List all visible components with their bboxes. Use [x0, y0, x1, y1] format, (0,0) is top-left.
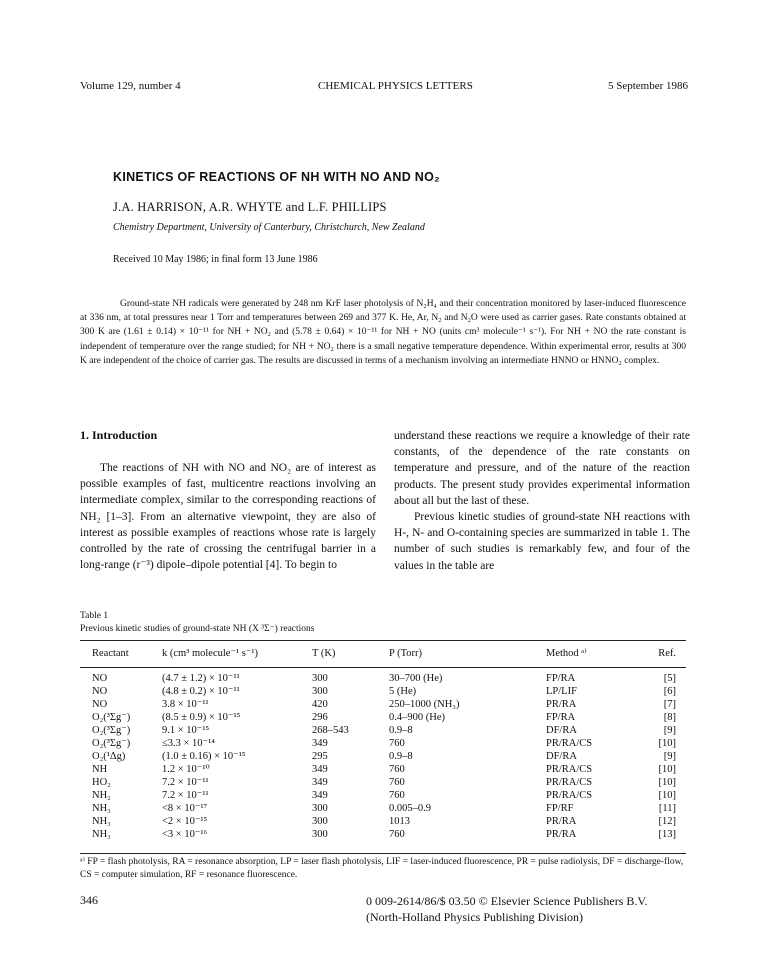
table-row — [80, 711, 686, 724]
header-volume: Volume 129, number 4 — [80, 80, 181, 92]
table-cell: 349 — [312, 777, 328, 788]
table-row — [80, 828, 686, 841]
abstract: Ground-state NH radicals were generated by 248 nm KrF laser photolysis of N₂H₄ and their concentration monitored by laser-induced fluorescence at 336 nm, at total pressures near 1 Torr and temperatures between 269 and 377 K. He, Ar, N₂ and N₂O were used as carrier gases. Rate constants obtained at 300 K are (1.61 ± 0.14) × 10⁻¹¹ for NH + NO₂ and (5.78 ± 0.64) × 10⁻¹¹ for NH + NO (units cm³ molecule⁻¹ s⁻¹). For NH + NO the rate constant is independent of temperature over the range studied; for NH + NO₂ there is a small negative temperature dependence. Within experimental error, results at 300 K are independent of the choice of carrier gas. The results are discussed in terms of a mechanism involving an intermediate HNNO or HNNO₂ complex. — [80, 299, 686, 366]
table-header-cell: Ref. — [658, 648, 676, 659]
publisher-division: (North-Holland Physics Publishing Division) — [366, 910, 584, 924]
table-cell: [9] — [663, 725, 676, 736]
table-cell: 1.2 × 10⁻¹⁰ — [162, 764, 210, 775]
article-title: KINETICS OF REACTIONS OF NH WITH NO AND NO₂ — [113, 170, 441, 184]
table-cell: [7] — [663, 699, 676, 710]
column-left — [80, 460, 376, 573]
table-cell: NH₃ — [92, 829, 111, 840]
table-cell: 30–700 (He) — [389, 673, 443, 684]
table-cell: 300 — [312, 829, 328, 840]
table-cell: 250–1000 (NH₃) — [389, 699, 460, 710]
table-cell: PR/RA/CS — [546, 790, 593, 801]
table-cell: 0.005–0.9 — [389, 803, 431, 814]
table-row — [80, 815, 686, 828]
table-row — [80, 789, 686, 802]
table-cell: 295 — [312, 751, 328, 762]
table-header-cell: k (cm³ molecule⁻¹ s⁻¹) — [162, 648, 259, 659]
table-cell: 0.9–8 — [389, 751, 413, 762]
table-1 — [80, 644, 686, 841]
table-cell: 9.1 × 10⁻¹⁵ — [162, 725, 210, 736]
table-cell: <2 × 10⁻¹⁵ — [162, 816, 208, 827]
table-cell: 349 — [312, 790, 328, 801]
table-cell: 760 — [389, 764, 405, 775]
table-cell: 0.4–900 (He) — [389, 712, 445, 723]
table-cell: 296 — [312, 712, 328, 723]
table-cell: 760 — [389, 829, 405, 840]
table-cell: 300 — [312, 686, 328, 697]
table-cell: 7.2 × 10⁻¹¹ — [162, 777, 209, 788]
table-cell: O₂(³Σg⁻) — [92, 725, 131, 736]
table-cell: [10] — [658, 738, 676, 749]
table-cell: 760 — [389, 738, 405, 749]
table-header-cell: P (Torr) — [389, 648, 422, 659]
table-cell: [10] — [658, 790, 676, 801]
table-cell: 0.9–8 — [389, 725, 413, 736]
table-cell: O₂(³Σg⁻) — [92, 738, 131, 749]
table-cell: 300 — [312, 816, 328, 827]
table-cell: NO — [92, 699, 108, 710]
table-row — [80, 750, 686, 763]
table-cell: O₂(¹Δg) — [92, 751, 126, 762]
table-cell: FP/RA — [546, 673, 576, 684]
table-cell: 349 — [312, 764, 328, 775]
table-cell: <3 × 10⁻¹⁶ — [162, 829, 208, 840]
table-cell: [13] — [658, 829, 676, 840]
table-cell: [11] — [658, 803, 676, 814]
table-cell: [12] — [658, 816, 676, 827]
table-cell: (4.7 ± 1.2) × 10⁻¹¹ — [162, 673, 240, 684]
table-cell: NH₃ — [92, 803, 111, 814]
table-body — [80, 672, 686, 841]
table-row — [80, 802, 686, 815]
table-cell: DF/RA — [546, 751, 577, 762]
table-row — [80, 685, 686, 698]
table-cell: 7.2 × 10⁻¹¹ — [162, 790, 209, 801]
intro-paragraph-1: The reactions of NH with NO and NO₂ are of interest as possible examples of fast, multicentre reactions involving an intermediate complex, similar to the corresponding reactions of NH₂ [1–3]. From an alternative viewpoint, they are also of interest as possible examples of reactions whose rate is largely controlled by the rate of crossing the centrifugal barrier in a long-range (r⁻³) dipole–dipole potential [4]. To begin to — [80, 462, 376, 572]
table-cell: LP/LIF — [546, 686, 577, 697]
table-cell: (8.5 ± 0.9) × 10⁻¹⁵ — [162, 712, 241, 723]
table-cell: FP/RA — [546, 712, 576, 723]
table-cell: 300 — [312, 803, 328, 814]
table-cell: 1013 — [389, 816, 410, 827]
table-row — [80, 763, 686, 776]
column-right — [394, 428, 690, 574]
table-cell: 760 — [389, 777, 405, 788]
table-row — [80, 737, 686, 750]
table-header-row — [80, 644, 686, 664]
table-cell: HO₂ — [92, 777, 111, 788]
table-cell: PR/RA — [546, 699, 577, 710]
table-header-cell: Reactant — [92, 648, 129, 659]
table-cell: PR/RA — [546, 816, 577, 827]
table-cell: [6] — [663, 686, 676, 697]
table-top-rule — [80, 640, 686, 641]
table-header-rule — [80, 667, 686, 668]
table-cell: FP/RF — [546, 803, 574, 814]
table-cell: PR/RA/CS — [546, 764, 593, 775]
table-cell: NH₃ — [92, 816, 111, 827]
table-cell: 760 — [389, 790, 405, 801]
table-cell: [9] — [663, 751, 676, 762]
table-cell: NO — [92, 673, 108, 684]
table-caption: Previous kinetic studies of ground-state NH (X ³Σ⁻) reactions — [80, 624, 315, 634]
table-cell: O₂(³Σg⁻) — [92, 712, 131, 723]
header-journal: CHEMICAL PHYSICS LETTERS — [318, 80, 473, 92]
table-row — [80, 698, 686, 711]
table-row — [80, 672, 686, 685]
table-footnote: ᵃ⁾ FP = flash photolysis, RA = resonance absorption, LP = laser flash photolysis, LIF = laser-induced fluorescence, PR = pulse radiolysis, DF = discharge-flow, CS = computer simulation, RF = resonance fluorescence. — [80, 857, 684, 880]
intro-paragraph-1-continued: understand these reactions we require a knowledge of their rate constants, of the dependence of the rate constants on temperature and pressure, and of the nature of the reaction products. The present study provides experimental information about all but the last of these. — [394, 430, 690, 507]
intro-paragraph-2: Previous kinetic studies of ground-state NH reactions with H-, N- and O-containing species are summarized in table 1. The number of such studies is remarkably few, and four of the values in the table are — [394, 511, 690, 572]
table-cell: (1.0 ± 0.16) × 10⁻¹⁵ — [162, 751, 246, 762]
table-cell: [10] — [658, 777, 676, 788]
table-cell: NO — [92, 686, 108, 697]
table-cell: PR/RA/CS — [546, 777, 593, 788]
table-cell: 5 (He) — [389, 686, 417, 697]
table-cell: DF/RA — [546, 725, 577, 736]
table-header-cell: Method ᵃ⁾ — [546, 648, 587, 659]
table-cell: 349 — [312, 738, 328, 749]
table-cell: 300 — [312, 673, 328, 684]
table-cell: [10] — [658, 764, 676, 775]
table-caption-block — [80, 610, 314, 636]
table-cell: [8] — [663, 712, 676, 723]
table-cell: 420 — [312, 699, 328, 710]
table-cell: PR/RA/CS — [546, 738, 593, 749]
table-cell: ≤3.3 × 10⁻¹⁴ — [162, 738, 215, 749]
publisher-block — [366, 893, 648, 925]
table-bottom-rule — [80, 853, 686, 854]
article-affiliation: Chemistry Department, University of Canterbury, Christchurch, New Zealand — [113, 222, 425, 233]
header-date: 5 September 1986 — [607, 80, 688, 92]
table-cell: 268–543 — [312, 725, 349, 736]
table-cell: PR/RA — [546, 829, 577, 840]
page-number: 346 — [80, 893, 98, 907]
received-date: Received 10 May 1986; in final form 13 June 1986 — [113, 254, 318, 265]
table-cell: (4.8 ± 0.2) × 10⁻¹¹ — [162, 686, 240, 697]
table-header-cell: T (K) — [312, 648, 336, 659]
table-cell: NH — [92, 764, 108, 775]
publisher-code: 0 009-2614/86/$ 03.50 © Elsevier Science Publishers B.V. — [366, 894, 648, 908]
table-cell: [5] — [663, 673, 676, 684]
section-heading: 1. Introduction — [80, 428, 158, 442]
table-label: Table 1 — [80, 611, 109, 621]
article-authors: J.A. HARRISON, A.R. WHYTE and L.F. PHILLIPS — [113, 200, 387, 214]
table-row — [80, 776, 686, 789]
table-cell: <8 × 10⁻¹⁷ — [162, 803, 208, 814]
table-cell: 3.8 × 10⁻¹¹ — [162, 699, 209, 710]
table-row — [80, 724, 686, 737]
table-cell: NH₂ — [92, 790, 111, 801]
